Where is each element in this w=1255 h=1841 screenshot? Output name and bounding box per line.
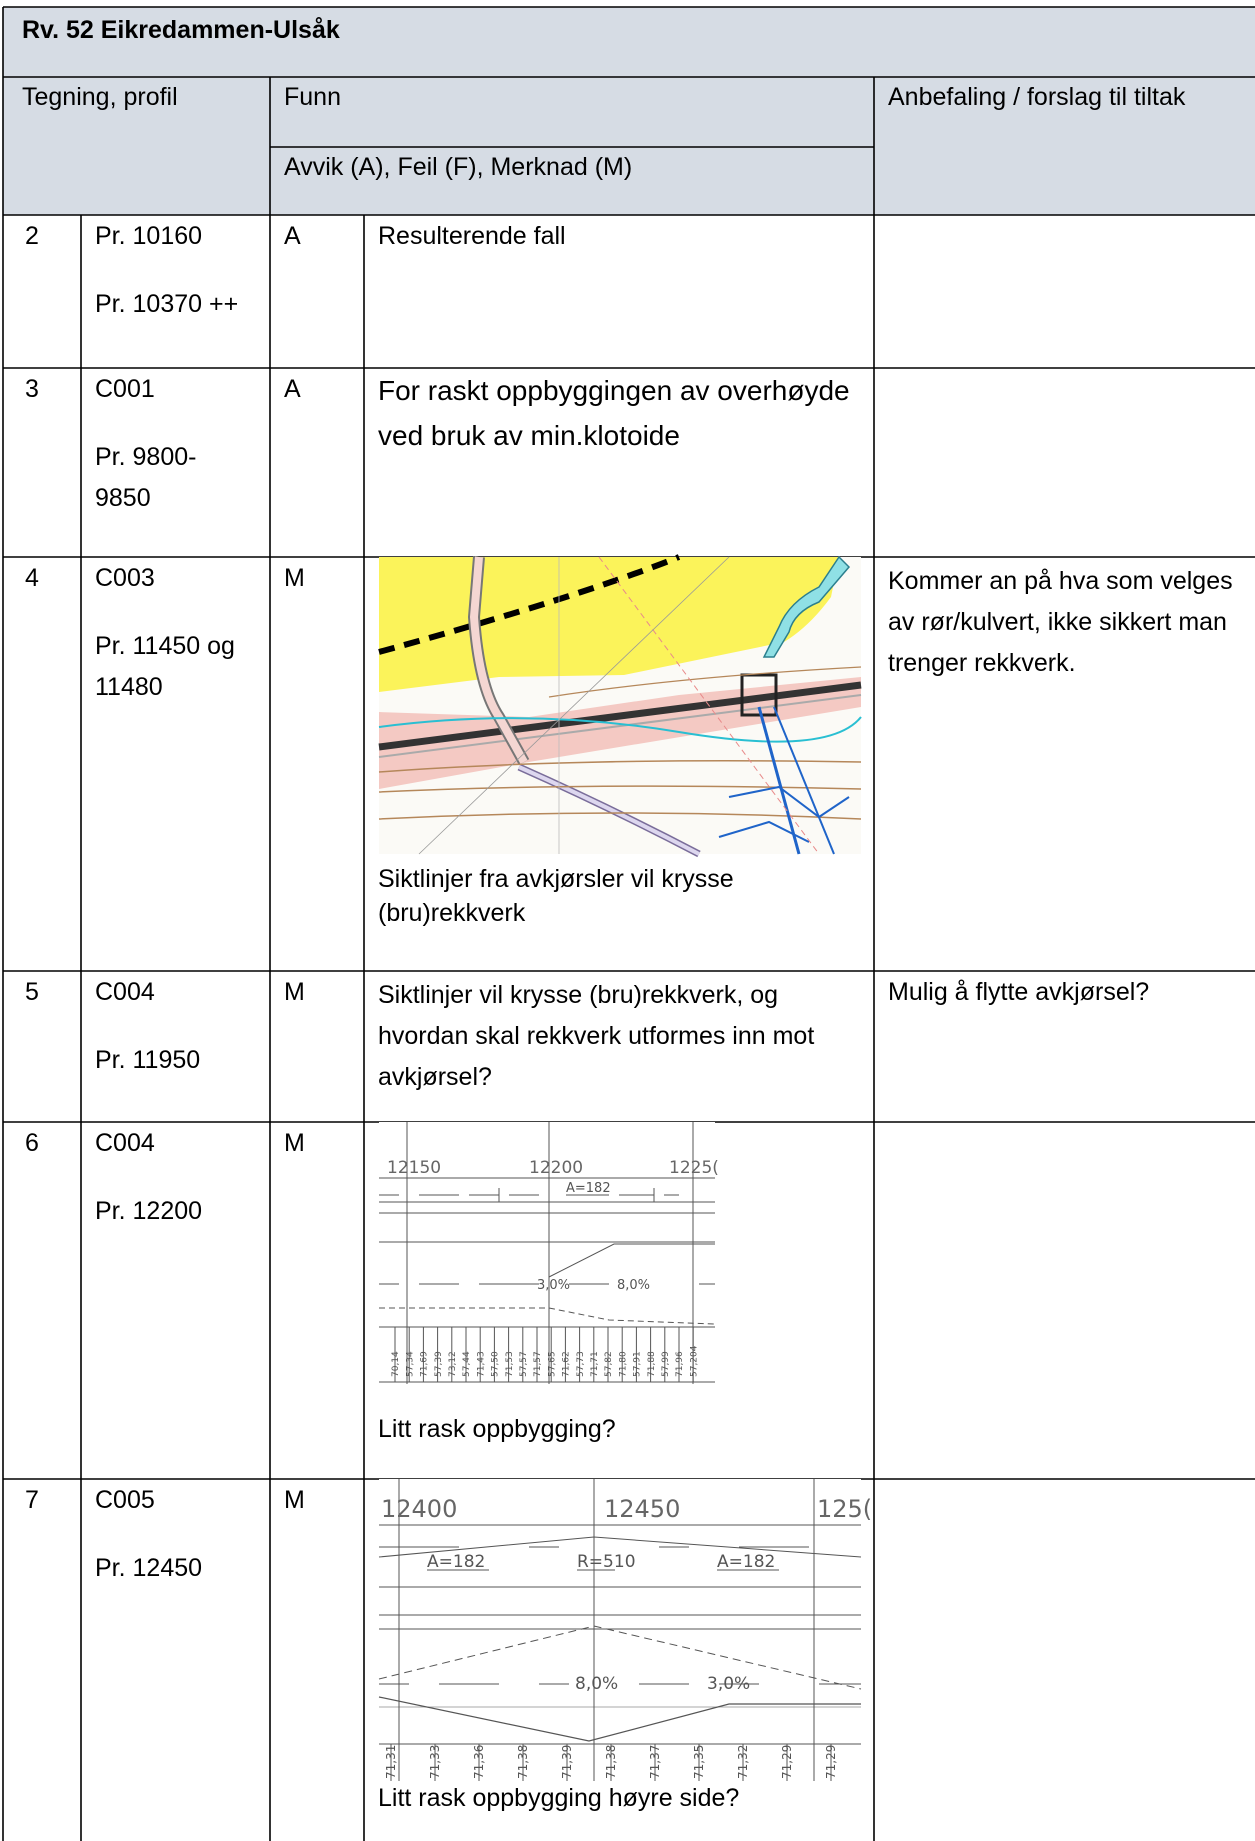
profile-r-label: R=510 [577, 1552, 636, 1572]
profile-elevation-label: 71,37 [648, 1744, 663, 1779]
profile-station-label: 12450 [604, 1495, 681, 1523]
profile-elevation-label: 71,88 [646, 1351, 657, 1377]
profile-station-label: 12200 [529, 1158, 584, 1178]
row-code: M [284, 1486, 305, 1514]
profile-elevation-label: 71,39 [560, 1744, 575, 1779]
profile-a-label: A=182 [566, 1181, 611, 1196]
profile-elevation-label: 71,31 [384, 1744, 399, 1779]
row-drawing-ref: C004 [95, 1129, 155, 1157]
profile-elevation-label: 71,29 [824, 1744, 839, 1779]
profile-drawing-12450 [379, 1479, 873, 1781]
row-drawing-ref: C003 [95, 564, 155, 592]
row-profile: Pr. 11450 og [95, 632, 235, 660]
profile-elevation-label: 57,65 [547, 1351, 558, 1377]
profile-elevation-label: 71,32 [736, 1744, 751, 1779]
profile-elevation-label: 71,69 [419, 1351, 430, 1377]
row-profile-extra: 11480 [95, 673, 163, 701]
row-profile: Pr. 10160 [95, 222, 203, 250]
row-profile: Pr. 11950 [95, 1046, 201, 1074]
profile-elevation-label: 71,71 [589, 1351, 600, 1377]
header-recommendation: Anbefaling / forslag til tiltak [888, 83, 1186, 111]
row-number: 3 [25, 375, 39, 403]
profile-elevation-label: 57,99 [660, 1351, 671, 1377]
profile-elevation-label: 71,62 [561, 1351, 572, 1377]
row-finding: Siktlinjer vil krysse (bru)rekkverk, og hvordan skal rekkverk utformes inn mot avkjørsel? [378, 981, 815, 1091]
profile-elevation-label: 57,57 [518, 1351, 529, 1377]
row-drawing-ref: C005 [95, 1486, 155, 1514]
profile-drawing-12200 [379, 1122, 719, 1384]
profile-elevation-label: 71,29 [780, 1744, 795, 1779]
profile-slope-label: 3,0% [537, 1278, 571, 1293]
row-profile: Pr. 12200 [95, 1197, 203, 1225]
row-recommendation: Mulig å flytte avkjørsel? [888, 978, 1150, 1006]
profile-elevation-label: 57,39 [433, 1351, 444, 1377]
row-recommendation: Kommer an på hva som velges av rør/kulvert, ikke sikkert man trenger rekkverk. [888, 567, 1233, 677]
profile-elevation-label: 71,36 [472, 1744, 487, 1779]
profile-slope-label: 8,0% [575, 1674, 619, 1694]
profile-elevation-label: 57,73 [575, 1351, 586, 1377]
profile-a-label: A=182 [427, 1552, 486, 1572]
profile-elevation-label: 71,57 [533, 1351, 544, 1377]
row-profile-extra: 9850 [95, 484, 151, 512]
profile-elevation-label: 71,43 [476, 1351, 487, 1377]
profile-station-label: 12400 [381, 1495, 458, 1523]
row-code: M [284, 978, 305, 1006]
profile-elevation-label: 57,204 [689, 1345, 700, 1377]
profile-station-label: 1225( [669, 1158, 719, 1178]
row-number: 5 [25, 978, 39, 1006]
site-map-image [379, 557, 861, 854]
row-finding: For raskt oppbyggingen av overhøyde ved bruk av min.klotoide [378, 375, 850, 451]
profile-elevation-label: 71,80 [618, 1351, 629, 1377]
header-finding: Funn [284, 83, 341, 111]
row-code: A [284, 375, 301, 403]
row-profile-extra: Pr. 10370 ++ [95, 290, 239, 318]
profile-elevation-label: 71,53 [504, 1351, 515, 1377]
table-title: Rv. 52 Eikredammen-Ulsåk [22, 16, 340, 44]
profile-elevation-label: 71,96 [675, 1351, 686, 1377]
profile-elevation-label: 73,12 [447, 1351, 458, 1377]
row-number: 4 [25, 564, 39, 592]
profile-elevation-label: 71,33 [428, 1744, 443, 1779]
row-finding: Siktlinjer fra avkjørsler vil krysse (bru)rekkverk [378, 865, 734, 927]
profile-elevation-label: 71,35 [692, 1744, 707, 1779]
row-finding: Litt rask oppbygging høyre side? [378, 1784, 740, 1812]
profile-elevation-label: 71,38 [604, 1744, 619, 1779]
profile-elevation-label: 70,14 [391, 1351, 402, 1377]
profile-elevation-label: 57,91 [632, 1351, 643, 1377]
profile-slope-label: 8,0% [617, 1278, 651, 1293]
profile-station-label: 12150 [387, 1158, 442, 1178]
row-code: M [284, 1129, 305, 1157]
profile-elevation-label: 57,44 [462, 1351, 473, 1377]
profile-station-label: 125( [817, 1495, 873, 1523]
row-number: 7 [25, 1486, 39, 1514]
header-drawing-profile: Tegning, profil [22, 83, 178, 111]
row-finding: Resulterende fall [378, 222, 566, 250]
row-finding: Litt rask oppbygging? [378, 1415, 616, 1443]
header-finding-codes: Avvik (A), Feil (F), Merknad (M) [284, 153, 633, 181]
row-number: 6 [25, 1129, 39, 1157]
profile-slope-label: 3,0% [707, 1674, 751, 1694]
row-code: A [284, 222, 301, 250]
row-number: 2 [25, 222, 39, 250]
row-drawing-ref: C004 [95, 978, 155, 1006]
profile-elevation-label: 57,34 [405, 1351, 416, 1377]
row-code: M [284, 564, 305, 592]
profile-elevation-label: 57,82 [604, 1351, 615, 1377]
row-drawing-ref: C001 [95, 375, 155, 403]
row-profile: Pr. 12450 [95, 1554, 203, 1582]
row-profile: Pr. 9800- [95, 443, 197, 471]
profile-a-label: A=182 [717, 1552, 776, 1572]
profile-elevation-label: 57,50 [490, 1351, 501, 1377]
profile-elevation-label: 71,38 [516, 1744, 531, 1779]
